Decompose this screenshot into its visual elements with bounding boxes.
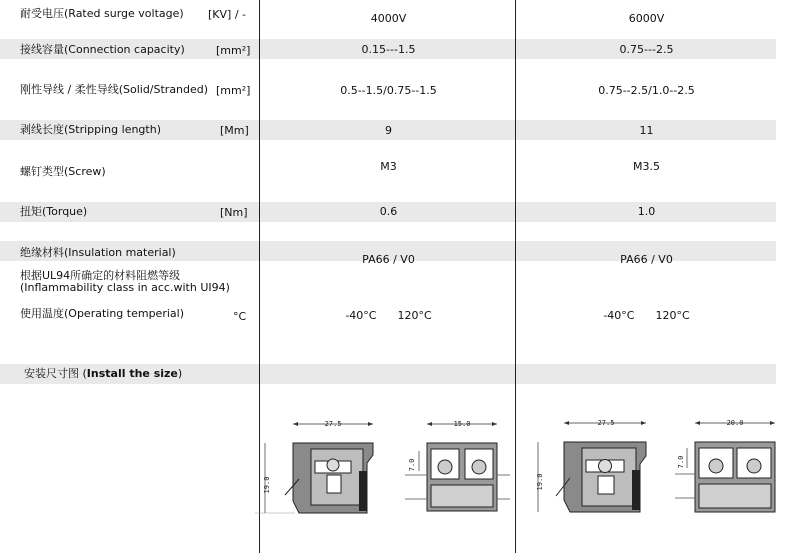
dim-height-1: 19.0	[263, 476, 271, 494]
unit-connection-capacity: [mm²]	[216, 44, 251, 57]
unit-operating-temp: °C	[233, 310, 247, 323]
dim-width-1: 27.5	[324, 420, 342, 428]
value-insulation-1: PA66 / V0	[362, 253, 415, 266]
value-voltage-1: 4000V	[370, 12, 407, 25]
unit-solid-stranded: [mm²]	[216, 84, 251, 97]
value-screw-1: M3	[380, 160, 397, 173]
drawing-side-view-1	[255, 415, 390, 515]
install-label-cn: 安装尺寸图	[24, 367, 79, 380]
drawing-front-view-1	[405, 415, 510, 515]
value-torque-1: 0.6	[379, 205, 398, 218]
temp-2-low: -40°C	[603, 309, 635, 322]
value-capacity-2: 0.75---2.5	[619, 43, 674, 56]
value-solid-stranded-2: 0.75--2.5/1.0--2.5	[598, 84, 695, 97]
label-insulation-material: 绝缘材料(Insulation material)	[20, 246, 176, 259]
label-solid-stranded: 刚性导线 / 柔性导线(Solid/Stranded)	[20, 83, 209, 96]
temp-2-high: 120°C	[655, 309, 690, 322]
value-voltage-2: 6000V	[628, 12, 665, 25]
value-temp-2	[517, 309, 776, 322]
label-stripping-length: 剥线长度(Stripping length)	[20, 123, 161, 136]
value-solid-stranded-1: 0.5--1.5/0.75--1.5	[340, 84, 437, 97]
value-stripping-2: 11	[639, 124, 654, 137]
value-temp-1	[262, 309, 515, 322]
label-flammability-cn: 根据UL94所确定的材料阻燃等级	[20, 269, 181, 282]
label-install-size: 安装尺寸图 (Install the size)	[24, 367, 183, 380]
drawing-front-view-2	[675, 412, 785, 517]
value-capacity-1: 0.15---1.5	[361, 43, 416, 56]
column-divider-2	[515, 0, 516, 553]
drawing-side-view-2	[528, 412, 663, 517]
dim-small-2: 7.0	[408, 458, 416, 472]
label-flammability-en: (Inflammability class in acc.with UI94)	[20, 281, 230, 294]
temp-1-high: 120°C	[397, 309, 432, 322]
unit-rated-voltage: [KV] / -	[208, 8, 246, 21]
temp-1-low: -40°C	[345, 309, 377, 322]
label-screw: 螺钉类型(Screw)	[20, 165, 106, 178]
unit-stripping-length: [Mm]	[220, 124, 249, 137]
dim-small-4: 7.0	[677, 455, 685, 469]
value-torque-2: 1.0	[637, 205, 656, 218]
label-rated-voltage: 耐受电压(Rated surge voltage)	[20, 7, 184, 20]
value-insulation-2: PA66 / V0	[620, 253, 673, 266]
unit-torque: [Nm]	[220, 206, 248, 219]
value-stripping-1: 9	[385, 124, 392, 137]
value-screw-2: M3.5	[633, 160, 660, 173]
dim-width-3: 27.5	[597, 419, 615, 427]
label-operating-temp: 使用温度(Operating temperial)	[20, 307, 184, 320]
label-torque: 扭矩(Torque)	[20, 205, 88, 218]
dim-height-3: 19.0	[536, 473, 544, 491]
label-connection-capacity: 接线容量(Connection capacity)	[20, 43, 185, 56]
dim-width-2: 15.0	[453, 420, 471, 428]
dim-width-4: 20.0	[726, 419, 744, 427]
install-label-en: Install the size	[86, 367, 178, 380]
